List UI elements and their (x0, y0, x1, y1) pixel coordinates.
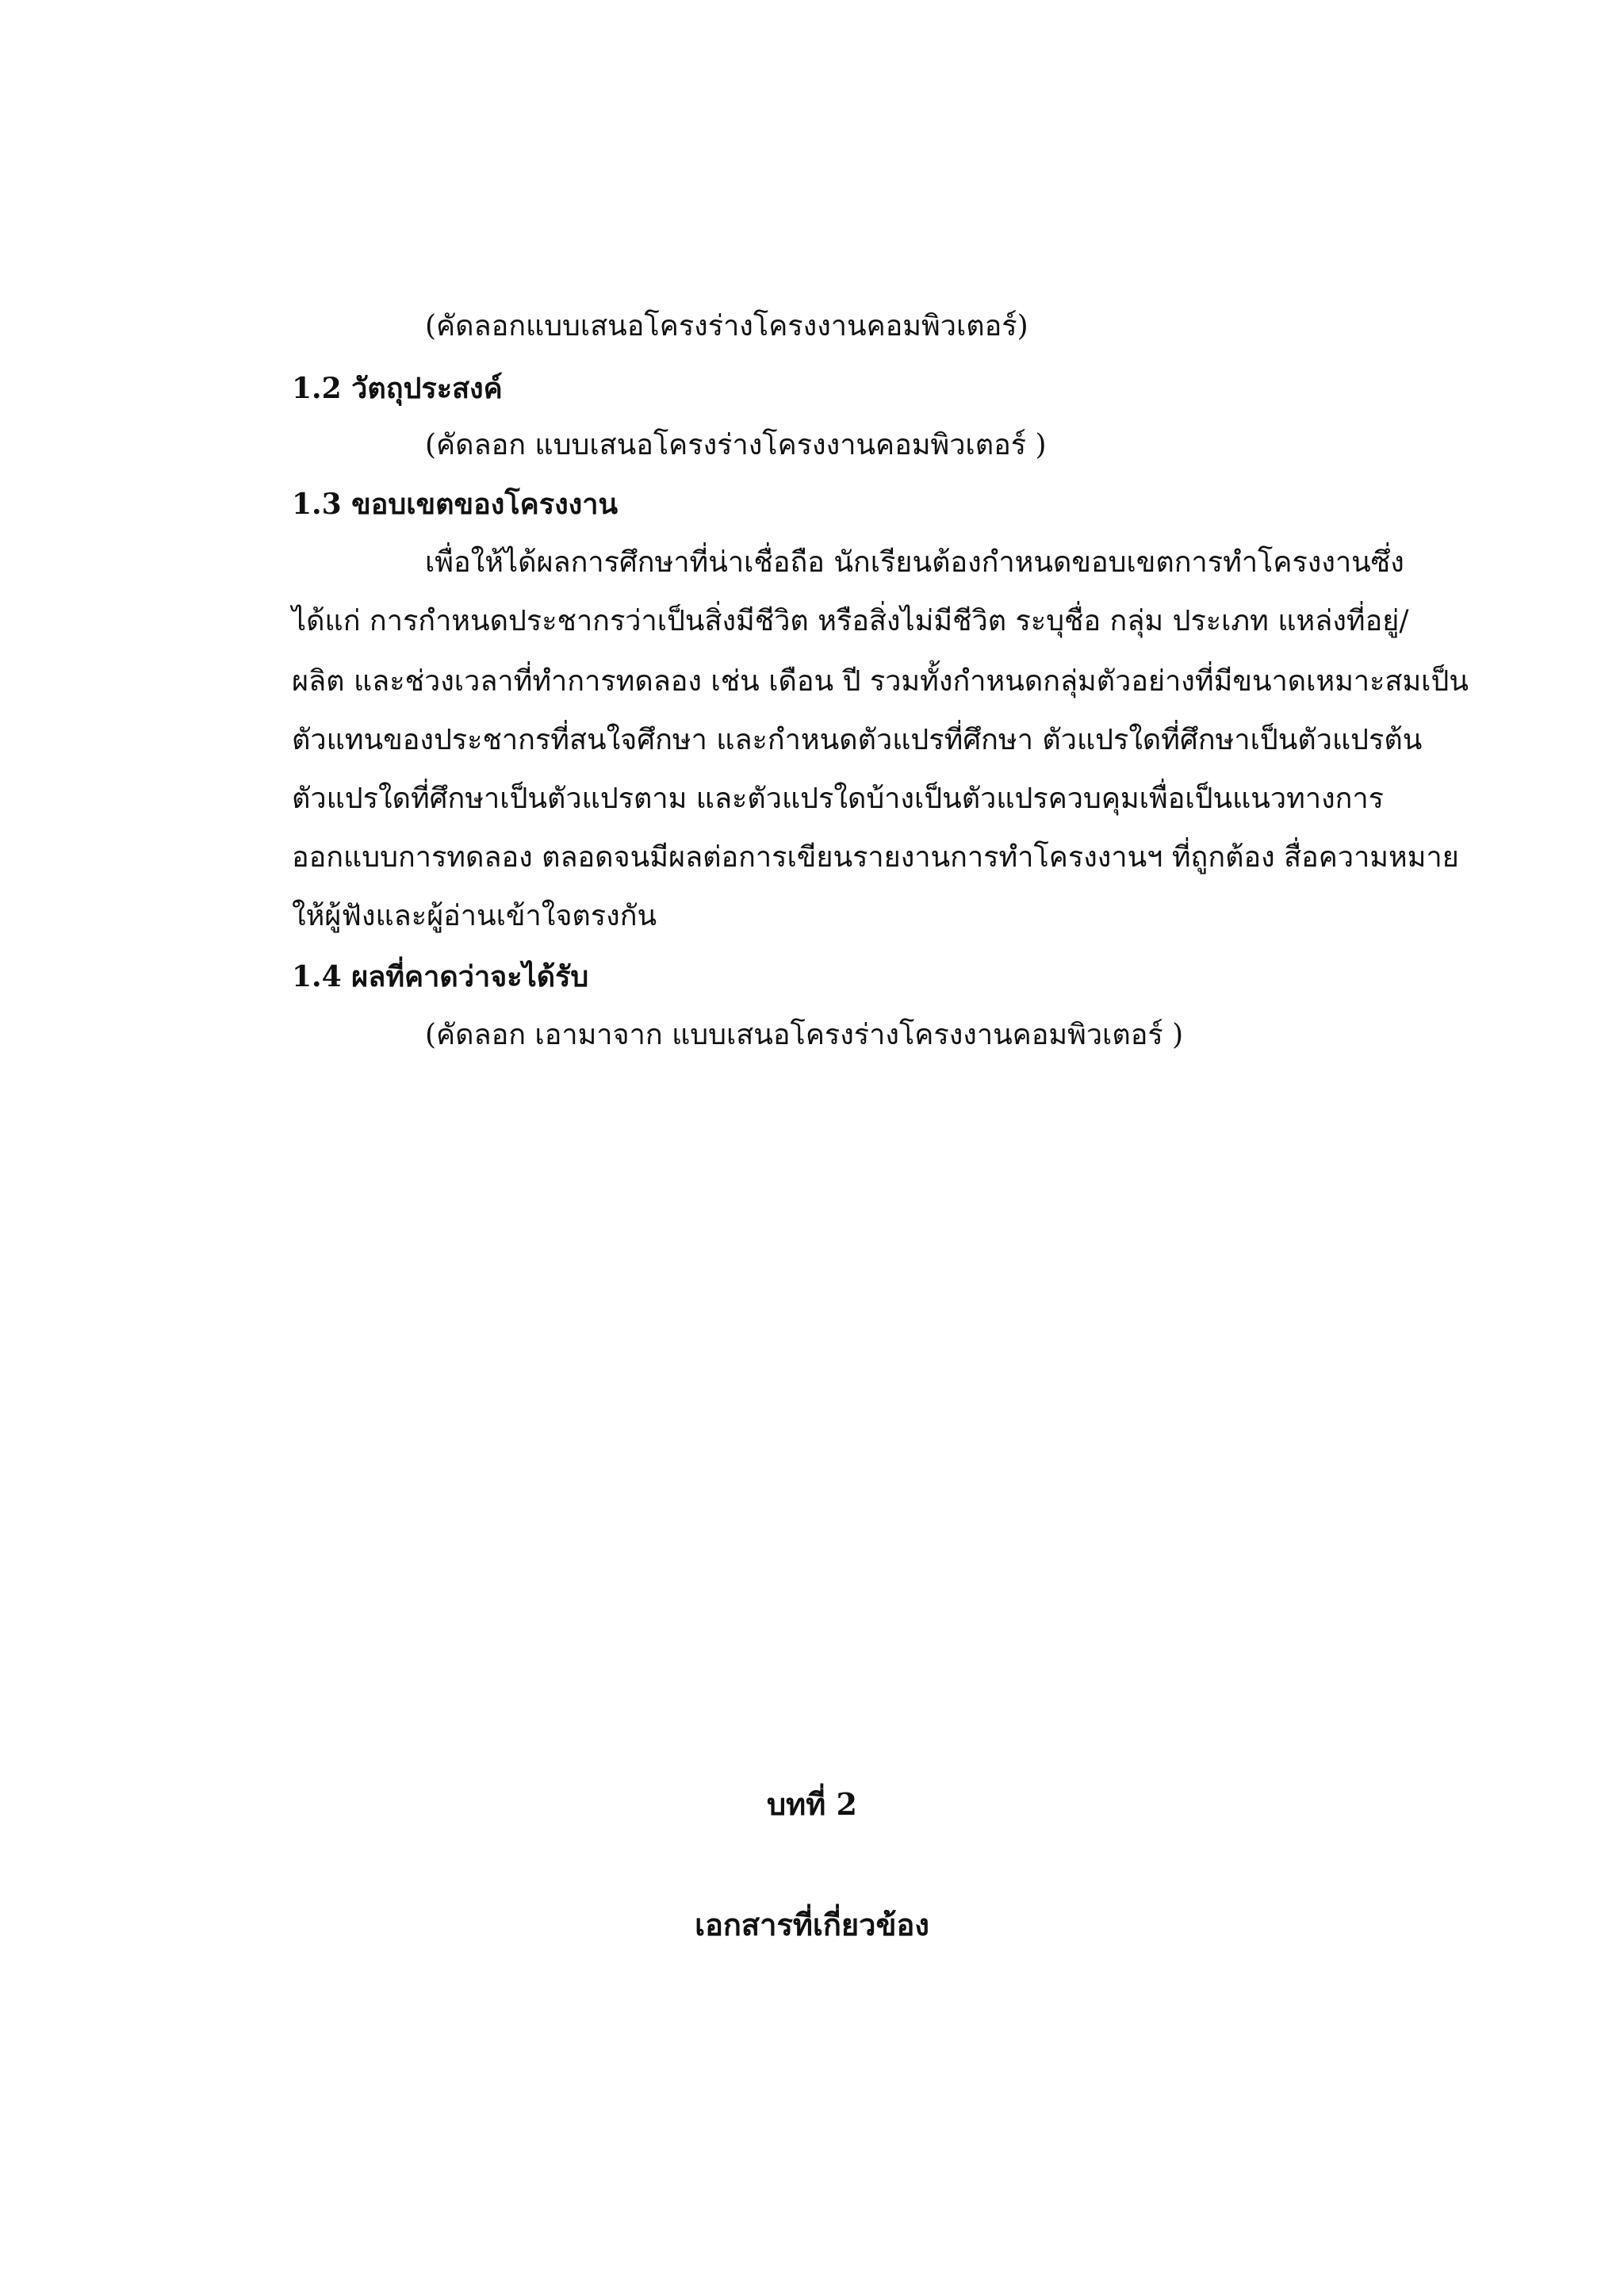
section-1-3-heading: 1.3 ขอบเขตของโครงงาน (292, 488, 619, 521)
paragraph-line: ให้ผู้ฟังและผู้อ่านเข้าใจตรงกัน (292, 900, 657, 932)
paragraph-line: ตัวแทนของประชากรที่สนใจศึกษา และกำหนดตัวแปรที่ศึกษา ตัวแปรใดที่ศึกษาเป็นตัวแปรต้น (292, 724, 1423, 756)
paragraph-line: ตัวแปรใดที่ศึกษาเป็นตัวแปรตาม และตัวแปรใดบ้างเป็นตัวแปรควบคุมเพื่อเป็นแนวทางการ (292, 783, 1384, 815)
paragraph-line: ออกแบบการทดลอง ตลอดจนมีผลต่อการเขียนรายงานการทำโครงงานฯ ที่ถูกต้อง สื่อความหมาย (292, 841, 1459, 874)
section-1-4-heading: 1.4 ผลที่คาดว่าจะได้รับ (292, 960, 589, 993)
section-1-2-heading: 1.2 วัตถุประสงค์ (292, 372, 503, 405)
section-1-2-copy-note: (คัดลอก แบบเสนอโครงร่างโครงงานคอมพิวเตอร์ ) (425, 429, 1047, 461)
chapter-subtitle: เอกสารที่เกี่ยวข้อง (695, 1907, 929, 1942)
paragraph-line: ได้แก่ การกำหนดประชากรว่าเป็นสิ่งมีชีวิต หรือสิ่งไม่มีชีวิต ระบุชื่อ กลุ่ม ประเภท แหล่งที่อยู่/ (292, 605, 1409, 637)
paragraph-line: เพื่อให้ได้ผลการศึกษาที่น่าเชื่อถือ นักเรียนต้องกำหนดขอบเขตการทำโครงงานซึ่ง (425, 546, 1404, 579)
section-1-4-copy-note: (คัดลอก เอามาจาก แบบเสนอโครงร่างโครงงานคอมพิวเตอร์ ) (425, 1019, 1184, 1051)
chapter-title: บทที่ 2 (767, 1786, 857, 1822)
section-1-1-copy-note: (คัดลอกแบบเสนอโครงร่างโครงงานคอมพิวเตอร์) (425, 310, 1028, 342)
paragraph-line: ผลิต และช่วงเวลาที่ทำการทดลอง เช่น เดือน ปี รวมทั้งกำหนดกลุ่มตัวอย่างที่มีขนาดเหมาะสมเป็น (292, 665, 1469, 698)
